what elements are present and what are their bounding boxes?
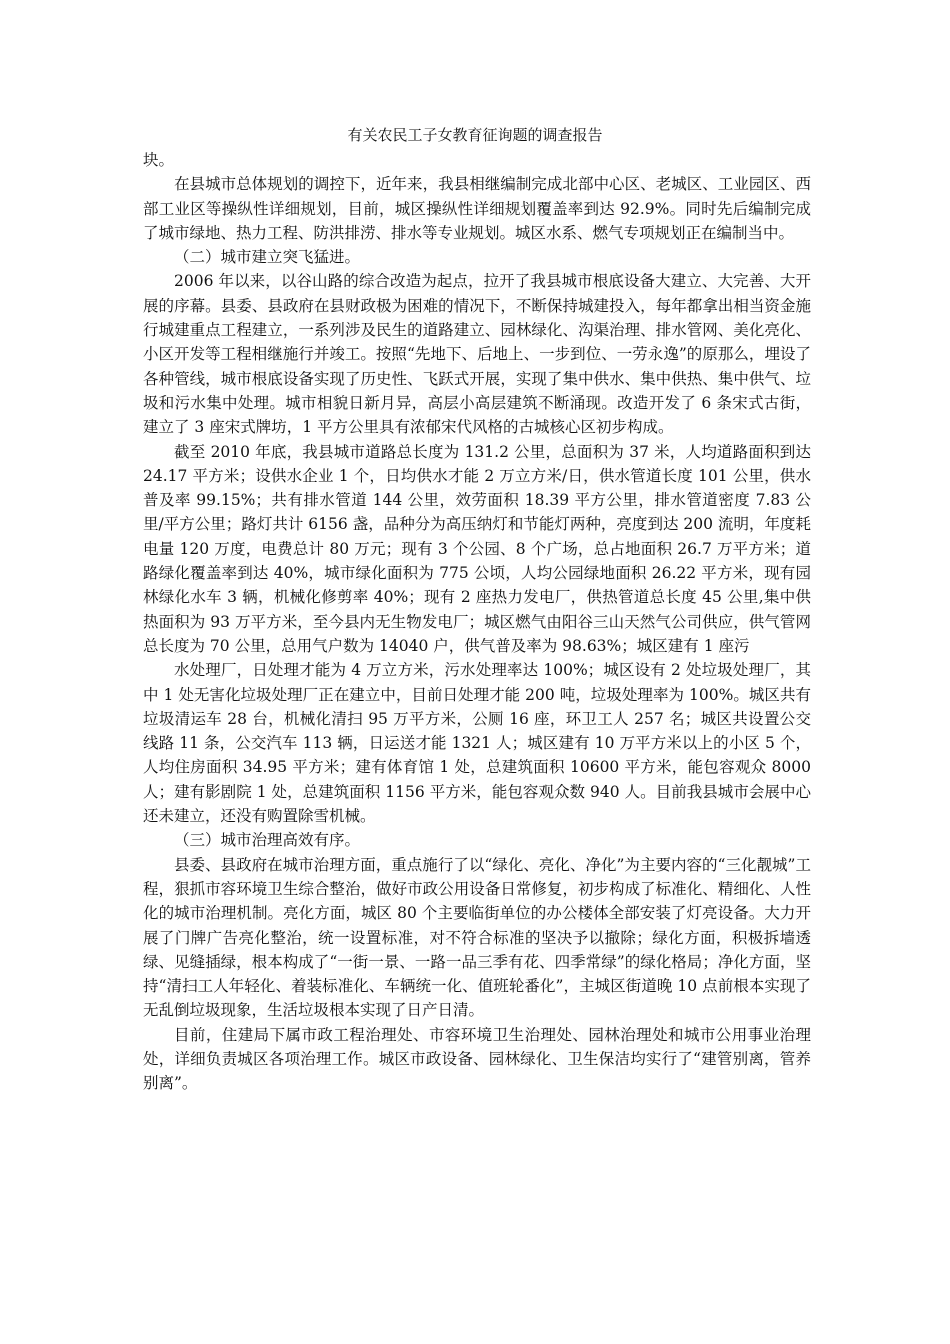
paragraph: 县委、县政府在城市治理方面，重点施行了以“绿化、亮化、净化”为主要内容的“三化靓城”工程，狠抓市容环境卫生综合整治，做好市政公用设备日常修复，初步构成了标准化、精细化、人性化的城市治理机制。亮化方面，城区 80 个主要临街单位的办公楼体全部安装了灯亮设备。大力开展了门牌广告亮化整治，统一设置标准，对不符合标准的坚决予以撤除；绿化方面，积极拆墙透绿、见缝插绿，根本构成了“一街一景、一路一品三季有花、四季常绿”的绿化格局；净化方面，坚持“清扫工人年轻化、着装标准化、车辆统一化、值班轮番化”，主城区街道晚 10 点前根本实现了无乱倒垃圾现象，生活垃圾根本实现了日产日清。 [143, 855, 811, 1020]
paragraph: 块。 [143, 151, 175, 169]
paragraph: 2006 年以来，以谷山路的综合改造为起点，拉开了我县城市根底设备大建立、大完善、大开展的序幕。县委、县政府在县财政极为困难的情况下，不断保持城建投入，每年都拿出相当资金施行城建重点工程建立，一系列涉及民生的道路建立、园林绿化、沟渠治理、排水管网、美化亮化、小区开发等工程相继施行并竣工。按照“先地下、后地上、一步到位、一劳永逸”的原那么，埋设了各种管线，城市根底设备实现了历史性、飞跃式开展，实现了集中供水、集中供热、集中供气、垃圾和污水集中处理。城市相貌日新月异，高层小高层建筑不断涌现。改造开发了 6 条宋式古街，建立了 3 座宋式牌坊，1 平方公里具有浓郁宋代风格的古城核心区初步构成。 [143, 272, 811, 437]
document-title: 有关农民工子女教育征询题的调查报告 [347, 126, 603, 144]
document-body [143, 148, 811, 1096]
paragraph: （二）城市建立突飞猛进。 [174, 248, 361, 267]
paragraph: 截至 2010 年底，我县城市道路总长度为 131.2 公里，总面积为 37 米，人均道路面积到达 24.17 平方米；设供水企业 1 个，日均供水才能 2 万立方米/日，供水管道长度 101 公里，供水普及率 99.15%；共有排水管道 144 公里，效劳面积 18.39 平方公里，排水管道密度 7.83 公里/平方公里；路灯共计 6156 盏，品种分为高压纳灯和节能灯两种，亮度到达 200 流明，年度耗电量 120 万度，电费总计 80 万元；现有 3 个公园、8 个广场，总占地面积 26.7 万平方米；道路绿化覆盖率到达 40%，城市绿化面积为 775 公顷，人均公园绿地面积 26.22 平方米，现有园林绿化水车 3 辆，机械化修剪率 40%；现有 2 座热力发电厂，供热管道总长度 45 公里,集中供热面积为 93 万平方米，至今县内无生物发电厂；城区燃气由阳谷三山天然气公司供应，供气管网总长度为 70 公里，总用气户数为 14040 户，供气普及率为 98.63%；城区建有 1 座污 [143, 442, 811, 655]
paragraph: 在县城市总体规划的调控下，近年来，我县相继编制完成北部中心区、老城区、工业园区、西部工业区等操纵性详细规划，目前，城区操纵性详细规划覆盖率到达 92.9%。同时先后编制完成了城市绿地、热力工程、防洪排涝、排水等专业规划。城区水系、燃气专项规划正在编制当中。 [143, 175, 811, 242]
paragraph: 目前，住建局下属市政工程治理处、市容环境卫生治理处、园林治理处和城市公用事业治理处，详细负责城区各项治理工作。城区市政设备、园林绿化、卫生保洁均实行了“建管别离，管养别离”。 [143, 1025, 811, 1093]
paragraph: 水处理厂，日处理才能为 4 万立方米，污水处理率达 100%；城区设有 2 处垃圾处理厂，其中 1 处无害化垃圾处理厂正在建立中，目前日处理才能 200 吨，垃圾处理率为 100%。城区共有垃圾清运车 28 台，机械化清扫 95 万平方米，公厕 16 座，环卫工人 257 名；城区共设置公交线路 11 条，公交汽车 113 辆，日运送才能 1321 人；城区建有 10 万平方米以上的小区 5 个，人均住房面积 34.95 平方米；建有体育馆 1 处，总建筑面积 10600 平方米，能包容观众 8000 人；建有影剧院 1 处，总建筑面积 1156 平方米，能包容观众数 940 人。目前我县城市会展中心还未建立，还没有购置除雪机械。 [143, 661, 811, 826]
paragraph: （三）城市治理高效有序。 [174, 831, 361, 850]
